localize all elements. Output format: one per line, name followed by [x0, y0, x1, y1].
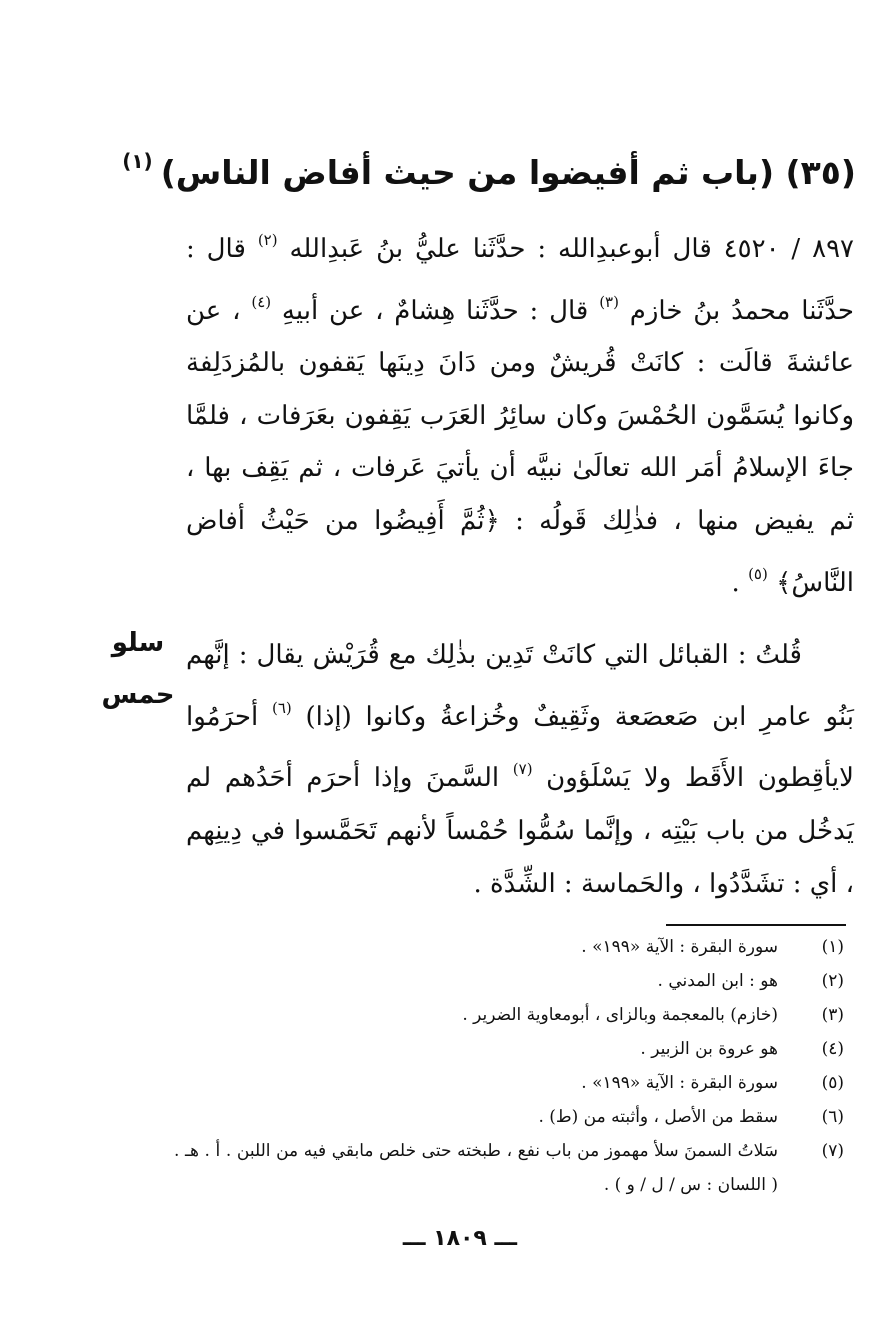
- footnote-number: (٦): [821, 1107, 844, 1127]
- footnote-text: سورة البقرة : الآية «١٩٩» .: [581, 1073, 778, 1093]
- footnote-item: [174, 930, 844, 964]
- footnote-ref: (٥): [748, 564, 768, 583]
- chapter-footnote-ref: (١): [122, 149, 153, 173]
- footnote-item: [174, 1134, 844, 1202]
- footnotes: [174, 930, 844, 1202]
- commentary-paragraph: [186, 629, 854, 910]
- text-segment: ٨٩٧ / ٤٥٢٠ قال أبوعبدِالله : حدَّثَنا عليُّ بنُ عَبدِالله: [277, 234, 855, 264]
- footnote-ref: (٦): [271, 698, 292, 717]
- footnote-number: (١): [821, 937, 844, 957]
- footnote-item: [174, 998, 844, 1032]
- footnote-item: [174, 1066, 844, 1100]
- footnote-number: (٥): [821, 1073, 844, 1093]
- footnote-number: (٢): [821, 971, 844, 991]
- footnote-text: سَلاتُ السمنَ سلأ مهموز من باب نفع ، طبخته حتى خلص مابقي فيه من اللبن . أ . هـ . ( اللسان : س / ل / و ) .: [174, 1141, 778, 1195]
- footnote-ref: (٢): [257, 231, 278, 249]
- text-segment: أحرَمُوا لايأقِطون الأَقَط ولا يَسْلَؤون: [186, 701, 854, 794]
- margin-note: حمس: [101, 680, 175, 710]
- footnote-item: [174, 1100, 844, 1134]
- text-segment: قال : حدَّثَنا محمدُ بنُ خازم: [186, 234, 854, 326]
- text-segment: السَّمنَ وإذا أحرَم أحَدُهم لم يَدخُل من باب بَيْتِه ، وإنَّما سُمُّوا حُمْساً لأنهم تَحَمَّسوا في دِينِهم ، أي : تشَدَّدُوا ، والحَماسة : الشِّدَّة .: [186, 763, 854, 899]
- footnote-text: هو عروة بن الزبير .: [640, 1039, 778, 1059]
- footnote-text: سقط من الأصل ، وأثبته من (ط) .: [538, 1107, 778, 1127]
- footnote-number: (٣): [821, 1005, 844, 1025]
- footnote-text: هو : ابن المدني .: [657, 971, 778, 991]
- footnote-number: (٤): [821, 1039, 844, 1059]
- footnote-item: [174, 964, 844, 998]
- footnote-text: سورة البقرة : الآية «١٩٩» .: [581, 937, 778, 957]
- page-number: ـــ ١٨٠٩ ـــ: [402, 1226, 518, 1251]
- text-segment: ، عن عائشةَ قالَت : كانَتْ قُريشٌ ومن دَانَ دِينَها يَقفون بالمُزدَلِفة وكانوا يُسَمَّون الحُمْسَ وكان سائِرُ العَرَب يَقِفون بعَرَفات ، فلمَّا جاءَ الإسلامُ أمَر الله تعالَىٰ نبيَّه أن يأتيَ عَرفات ، ثم يَقِف بها ، ثم يفيض منها ، فذٰلِك قَولُه : ﴿ثُمَّ أَفِيضُوا من حَيْثُ أفاض النَّاسُ﴾: [186, 295, 854, 598]
- footnote-text: (خازم) بالمعجمة وبالزاى ، أبومعاوية الضرير .: [462, 1005, 778, 1025]
- text-segment: قُلتُ : القبائل التي كانَتْ تَدِين بذٰلِك مع قُرَيْش يقال : إنَّهم بَنُو عامرِ ابن صَعصَعة وثَقِيفٌ وخُزاعةُ وكانوا (إذا): [186, 640, 854, 732]
- footnote-item: [174, 1032, 844, 1066]
- margin-note: سلو: [111, 628, 165, 658]
- footnote-divider: [666, 924, 846, 926]
- footnote-ref: (٧): [512, 760, 533, 779]
- footnote-ref: (٣): [599, 292, 619, 311]
- text-segment: قال : حدَّثَنا هِشامٌ ، عن أبيهِ: [271, 295, 600, 326]
- footnote-ref: (٤): [251, 292, 272, 311]
- chapter-heading: [122, 136, 856, 198]
- text-segment: .: [731, 567, 749, 598]
- main-text: [186, 214, 854, 910]
- chapter-title-text: (٣٥) (باب ثم أفيضوا من حيث أفاض الناس): [160, 153, 856, 192]
- footnote-number: (٧): [821, 1141, 844, 1161]
- hadith-paragraph: [186, 214, 854, 609]
